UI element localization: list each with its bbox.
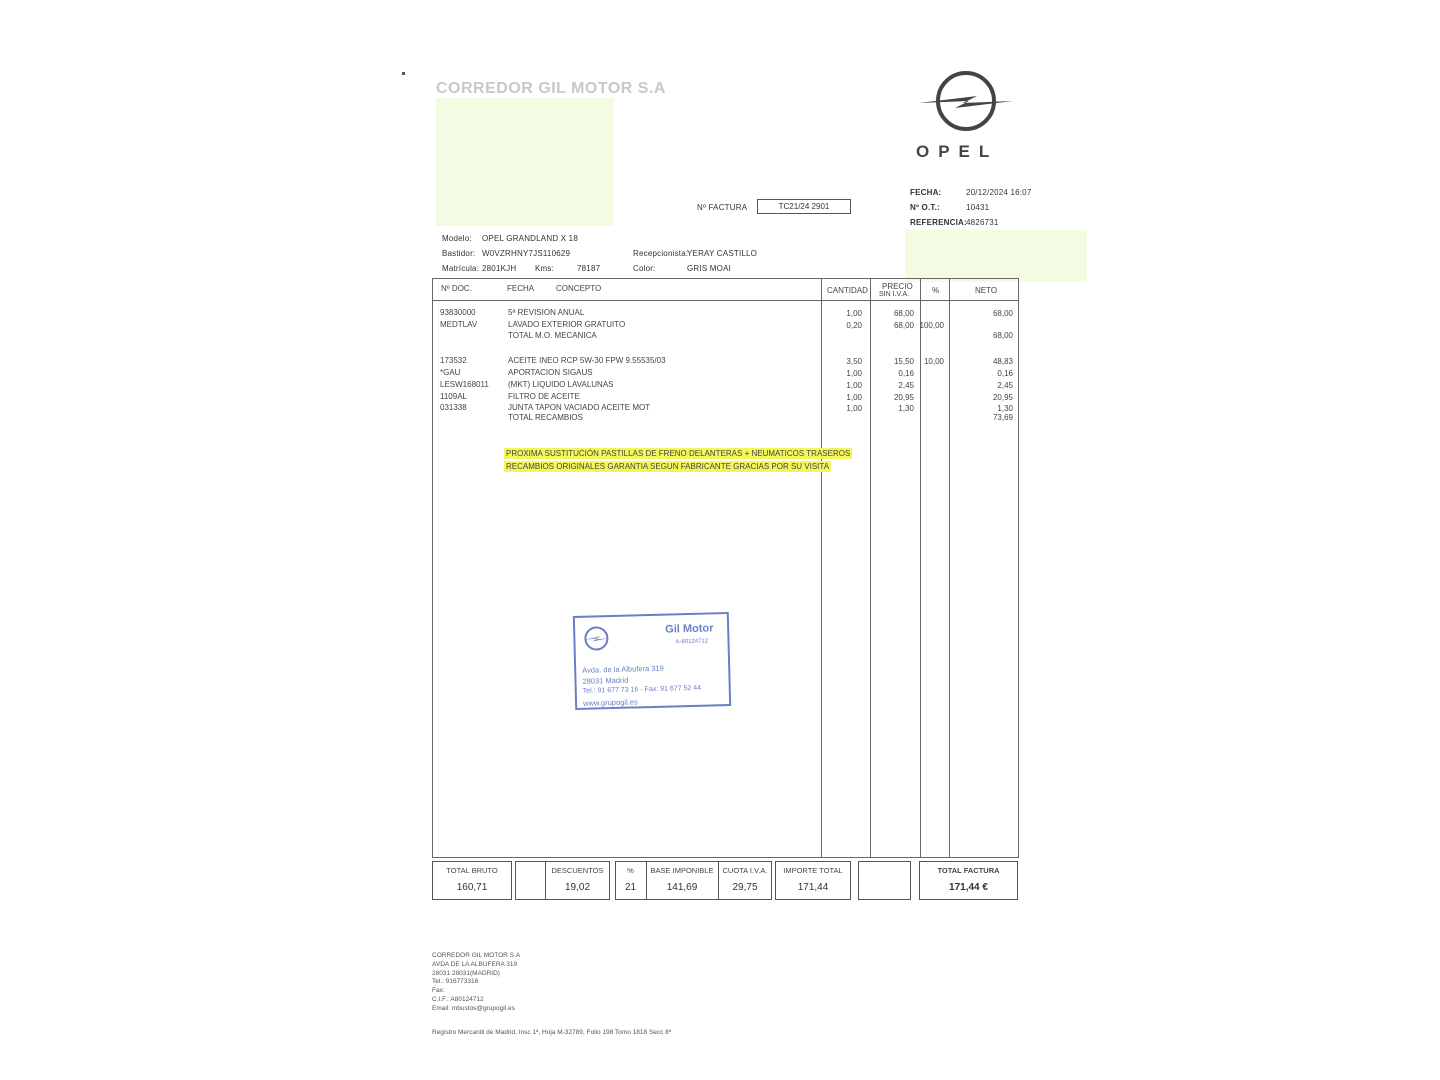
col-divider <box>870 278 871 858</box>
row-net: 48,83 <box>992 357 1013 366</box>
pct-label: % <box>627 866 634 875</box>
fecha-label: FECHA: <box>910 188 942 197</box>
total-factura-label: TOTAL FACTURA <box>937 866 1000 875</box>
fecha-value: 20/12/2024 16:07 <box>966 188 1032 197</box>
stamp-phone: Tel.: 91 677 73 16 - Fax: 91 677 52 44 <box>582 684 702 695</box>
redacted-client-block <box>905 230 1087 282</box>
header-neto: NETO <box>975 286 998 295</box>
matricula-label: Matrícula: <box>442 264 480 273</box>
row-price: 68,00 <box>893 309 914 318</box>
header-concepto: CONCEPTO <box>556 284 602 293</box>
opel-stamp-icon <box>583 625 610 652</box>
row-code: 173532 <box>440 356 467 365</box>
footer-line: CORREDOR GIL MOTOR S.A <box>432 952 521 959</box>
footer-line: AVDA DE LA ALBUFERA 319 <box>432 960 518 968</box>
row-concept: APORTACION SIGAUS <box>508 368 593 377</box>
row-concept: TOTAL M.O. MECANICA <box>508 331 597 340</box>
row-concept: JUNTA TAPON VACIADO ACEITE MOT <box>508 403 651 412</box>
descuentos-value: 19,02 <box>564 882 591 893</box>
bastidor-value: W0VZRHNY7JS110629 <box>482 249 571 258</box>
row-concept: TOTAL RECAMBIOS <box>508 413 583 422</box>
base-label: BASE IMPONIBLE <box>650 866 714 875</box>
row-price: 20,95 <box>893 393 914 402</box>
invoice-number-label: Nº FACTURA <box>697 203 748 212</box>
invoice-number: TC21/24 2901 <box>757 199 851 214</box>
opel-logo-icon <box>915 70 1017 136</box>
row-net: 0,16 <box>997 369 1013 378</box>
base-value: 141,69 <box>666 882 698 893</box>
blank-box <box>858 861 911 900</box>
total-bruto-value: 160,71 <box>456 882 488 893</box>
row-code: 93830000 <box>440 308 476 317</box>
table-header-divider <box>432 300 1019 301</box>
bastidor-label: Bastidor: <box>442 249 476 258</box>
footer-address <box>432 952 520 1014</box>
recepcionista-label: Recepcionista: <box>633 249 689 258</box>
note-next-service <box>504 448 852 460</box>
footer-line: C.I.F.: A80124712 <box>432 995 484 1003</box>
row-pct: 100,00 <box>919 321 944 330</box>
ot-value: 10431 <box>966 203 990 212</box>
ref-label: REFERENCIA: <box>910 218 967 227</box>
importe-label: IMPORTE TOTAL <box>783 866 843 875</box>
kms-value: 78187 <box>577 264 601 273</box>
total-factura-value: 171,44 € <box>949 882 988 893</box>
row-net: 73,69 <box>992 413 1013 422</box>
header-pct: % <box>932 286 940 295</box>
row-price: 15,50 <box>893 357 914 366</box>
header-ndoc: Nº DOC. <box>441 284 472 293</box>
row-qty: 1,00 <box>846 381 862 390</box>
company-name: CORREDOR GIL MOTOR S.A <box>436 80 666 97</box>
importe-value: 171,44 <box>797 882 829 893</box>
modelo-value: OPEL GRANDLAND X 18 <box>482 234 578 243</box>
row-qty: 1,00 <box>846 369 862 378</box>
stamp-brand: Gil Motor <box>665 622 714 636</box>
footer-registry: Registro Mercantil de Madrid, Insc 1ª, Hoja M-32789, Folio 198 Tomo 1818 Secc 8ª <box>432 1029 672 1036</box>
row-net: 20,95 <box>992 393 1013 402</box>
row-price: 68,00 <box>893 321 914 330</box>
header-precio-sin-iva: SIN I.V.A. <box>879 291 910 298</box>
row-net: 68,00 <box>992 309 1013 318</box>
ot-label: Nº O.T.: <box>910 203 940 212</box>
row-net: 2,45 <box>997 381 1013 390</box>
stamp-city: 28031 Madrid <box>582 675 629 686</box>
pct-value: 21 <box>624 882 637 893</box>
stamp-address: Avda. de la Albufera 319 <box>582 663 664 675</box>
row-code: LESW168011 <box>440 380 489 389</box>
note-warranty <box>504 461 831 473</box>
descuentos-label: DESCUENTOS <box>551 866 604 875</box>
row-net: 68,00 <box>992 331 1013 340</box>
matricula-value: 2801KJH <box>482 264 517 273</box>
recepcionista-value: YERAY CASTILLO <box>687 249 758 258</box>
cuota-label: CUOTA I.V.A. <box>722 866 768 875</box>
modelo-label: Modelo: <box>442 234 472 243</box>
highlighted-note: RECAMBIOS ORIGINALES GARANTIA SEGUN FABRICANTE GRACIAS POR SU VISITA <box>506 462 830 471</box>
total-bruto-label: TOTAL BRUTO <box>446 866 498 875</box>
header-precio: PRECIO <box>882 282 913 291</box>
color-value: GRIS MOAI <box>687 264 732 273</box>
row-concept: FILTRO DE ACEITE <box>508 392 580 401</box>
header-cantidad: CANTIDAD <box>827 286 868 295</box>
row-qty: 1,00 <box>846 309 862 318</box>
footer-line: 28031 28031(MADRID) <box>432 969 500 977</box>
footer-line: Tel.: 916773316 <box>432 978 479 986</box>
footer-line: Fax: <box>432 987 445 995</box>
stamp-web: www.grupogil.es <box>582 697 638 708</box>
col-divider <box>949 278 950 858</box>
row-qty: 1,00 <box>846 404 862 413</box>
header-fecha: FECHA <box>507 284 535 293</box>
company-stamp <box>573 612 731 710</box>
stamp-nif: A-80124712 <box>675 638 709 646</box>
brand-name: OPEL <box>916 142 999 161</box>
row-price: 1,30 <box>898 404 914 413</box>
row-code: *GAU <box>440 368 461 377</box>
row-concept: 5ª REVISION ANUAL <box>508 308 585 317</box>
row-concept: (MKT) LIQUIDO LAVALUNAS <box>508 380 614 389</box>
kms-label: Kms: <box>535 264 555 273</box>
cuota-value: 29,75 <box>732 882 758 893</box>
row-code: MEDTLAV <box>440 320 478 329</box>
row-price: 0,16 <box>898 369 914 378</box>
highlighted-note: PROXIMA SUSTITUCIÓN PASTILLAS DE FRENO DELANTERAS + NEUMATICOS TRASEROS <box>506 449 851 458</box>
row-qty: 0,20 <box>846 321 862 330</box>
footer-line: Email: mbustos@grupogil.es <box>432 1004 515 1012</box>
row-concept: LAVADO EXTERIOR GRATUITO <box>508 320 626 329</box>
row-qty: 3,50 <box>846 357 862 366</box>
scan-dot <box>402 72 405 75</box>
row-code: 1109AL <box>440 392 467 401</box>
row-code: 031338 <box>440 403 467 412</box>
color-label: Color: <box>633 264 656 273</box>
redacted-company-address <box>436 98 614 226</box>
row-net: 1,30 <box>997 404 1013 413</box>
ref-value: 4826731 <box>966 218 999 227</box>
row-pct: 10,00 <box>923 357 944 366</box>
row-concept: ACEITE INEO RCP 5W-30 FPW 9.55535/03 <box>508 356 666 365</box>
row-qty: 1,00 <box>846 393 862 402</box>
row-price: 2,45 <box>898 381 914 390</box>
